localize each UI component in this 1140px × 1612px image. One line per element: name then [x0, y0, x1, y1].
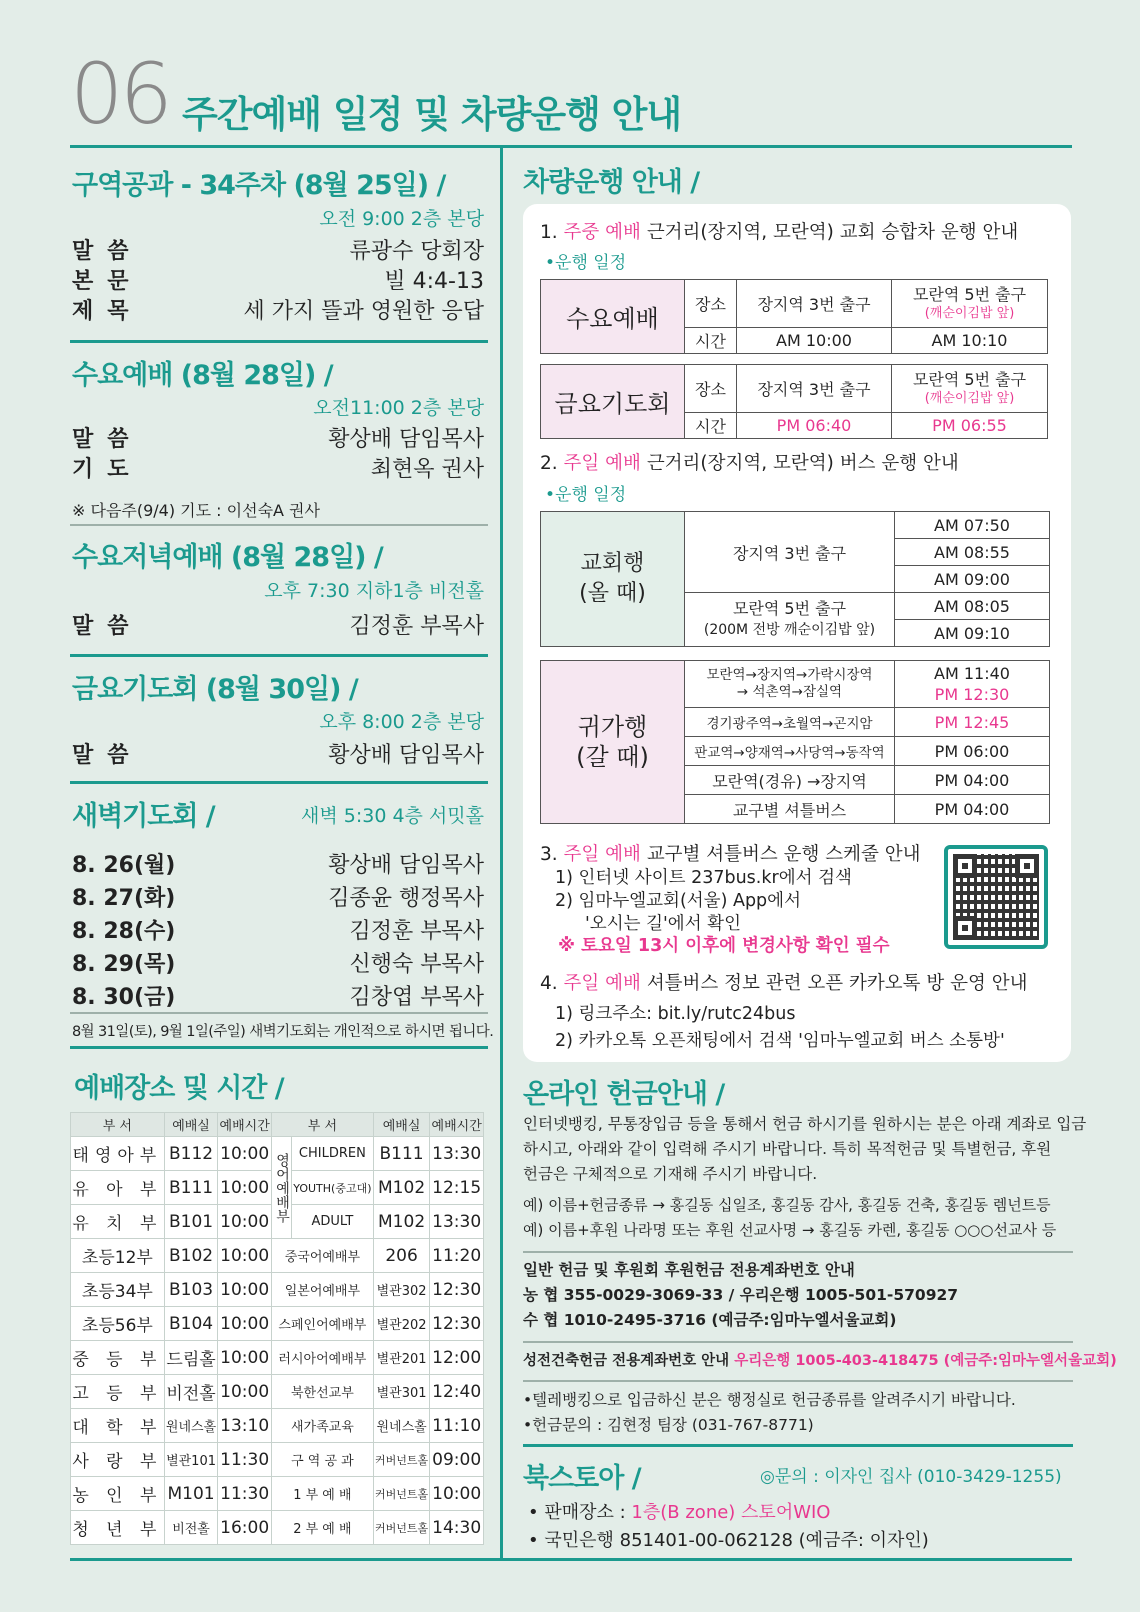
divider: [523, 1341, 1073, 1343]
books-location: • 판매장소 : 1층(B zone) 스토어WIO: [528, 1502, 831, 1523]
offering-contact: •헌금문의 : 김현정 팀장 (031-767-8771): [523, 1416, 814, 1434]
building-fund: 성전건축헌금 전용계좌번호 안내 우리은행 1005-403-418475 (예금주:임마누엘서울교회): [523, 1353, 1117, 1369]
worship-places-table: [70, 1112, 484, 1545]
wed-row: 말씀 황상배 담임목사: [72, 427, 484, 452]
online-desc-2: 하시고, 아래와 같이 입력해 주시기 바랍니다. 특히 목적헌금 및 특별헌금, 후원: [523, 1140, 1052, 1158]
divider: [70, 1046, 488, 1049]
online-desc-1: 인터넷뱅킹, 무통장입금 등을 통해서 헌금 하시기를 원하시는 분은 아래 계좌로 입금: [523, 1115, 1087, 1133]
table-row: 사 랑 부 별관101 11:30 구 역 공 과 커버넌트홀 09:00: [71, 1443, 484, 1477]
bus-link[interactable]: 1) 링크주소: bit.ly/rutc24bus: [555, 1004, 796, 1024]
sched-label-2: •운행 일정: [545, 485, 627, 505]
weekday-wed-table: 수요예배 장소 장지역 3번 출구 모란역 5번 출구 (깨순이김밥 앞) 시간 AM 10:00 AM 10:10: [540, 279, 1048, 354]
section-number: 06: [70, 45, 169, 143]
online-example-1: 예) 이름+헌금종류 → 홍길동 십일조, 홍길동 감사, 홍길동 건축, 홍길동 렘넌트등: [523, 1196, 1051, 1214]
places-title: 예배장소 및 시간 /: [74, 1073, 284, 1104]
wed-row: 기도 최현옥 권사: [72, 457, 484, 482]
divider: [70, 340, 488, 343]
wed-time: 오전11:00 2층 본당: [313, 397, 484, 419]
dawn-row: 8. 27(화) 김종윤 행정목사: [72, 886, 484, 911]
table-header-row: 부 서 예배실 예배시간 부 서 예배실 예배시간: [71, 1113, 484, 1137]
fri-time: 오후 8:00 2층 본당: [319, 711, 484, 733]
bus-item-3-line3: '오시는 길'에서 확인: [585, 914, 741, 934]
table-row: 유 아 부 B111 10:00 YOUTH(중고대) M102 12:15: [71, 1171, 484, 1205]
telebanking-note: •텔레뱅킹으로 입금하신 분은 행정실로 헌금종류를 알려주시기 바랍니다.: [523, 1391, 1016, 1409]
cell-row: 제목 세 가지 뜰과 영원한 응답: [72, 299, 484, 324]
sched-label-1: •운행 일정: [545, 253, 627, 273]
bus-item-3-line2: 2) 임마누엘교회(서울) App에서: [555, 891, 801, 911]
sunday-to-church-table: 교회행 (올 때) 장지역 3번 출구 AM 07:50 AM 08:55 AM 09:00 모란역 5번 출구 (200M 전방 깨순이김밥 앞) AM 08:05 AM 09:10: [540, 511, 1050, 647]
books-account: • 국민은행 851401-00-062128 (예금주: 이자인): [528, 1530, 929, 1551]
divider: [523, 1444, 1073, 1447]
online-desc-3: 헌금은 구체적으로 기재해 주시기 바랍니다.: [523, 1165, 818, 1183]
dawn-title: 새벽기도회 /: [72, 801, 215, 832]
weekday-fri-table: 금요기도회 장소 장지역 3번 출구 모란역 5번 출구 (깨순이김밥 앞) 시간 PM 06:40 PM 06:55: [540, 364, 1048, 439]
dawn-row: 8. 29(목) 신행숙 부목사: [72, 952, 484, 977]
page-title: 주간예배 일정 및 차량운행 안내: [182, 93, 682, 136]
fri-title: 금요기도회 (8월 30일) /: [72, 674, 358, 705]
divider: [70, 1012, 488, 1014]
dawn-row: 8. 30(금) 김창엽 부목사: [72, 985, 484, 1010]
table-row: 태영아부 B112 10:00 영어예배부 CHILDREN B111 13:30: [71, 1137, 484, 1171]
wed-eve-row: 말씀 김정훈 부목사: [72, 614, 484, 639]
table-row: 청 년 부 비전홀 16:00 2 부 예 배 커버넌트홀 14:30: [71, 1511, 484, 1545]
online-example-2: 예) 이름+후원 나라명 또는 후원 선교사명 → 홍길동 카렌, 홍길동 ○○○선교사 등: [523, 1221, 1057, 1239]
dawn-time: 새벽 5:30 4층 서밋홀: [301, 805, 484, 827]
cell-time: 오전 9:00 2층 본당: [319, 208, 484, 230]
books-contact: ◎문의 : 이자인 집사 (010-3429-1255): [760, 1467, 1062, 1487]
table-row: 대 학 부 원네스홀 13:10 새가족교육 원네스홀 11:10: [71, 1409, 484, 1443]
fri-row: 말씀 황상배 담임목사: [72, 743, 484, 768]
table-row: 중 등 부 드림홀 10:00 러시아어예배부 별관201 12:00: [71, 1341, 484, 1375]
dawn-note: 8월 31일(토), 9월 1일(주일) 새벽기도회는 개인적으로 하시면 됩니다.: [72, 1024, 494, 1040]
account-2: 수 협 1010-2495-3716 (예금주:임마누엘서울교회): [523, 1311, 897, 1329]
account-1: 농 협 355-0029-3069-33 / 우리은행 1005-501-570927: [523, 1286, 959, 1304]
cell-title: 구역공과 - 34주차 (8월 25일) /: [72, 170, 446, 201]
cell-row: 말씀 류광수 당회장: [72, 239, 484, 264]
table-row: 초등34부 B103 10:00 일본어예배부 별관302 12:30: [71, 1273, 484, 1307]
divider: [523, 1251, 1073, 1253]
divider: [70, 781, 488, 784]
bus-title: 차량운행 안내 /: [523, 167, 700, 198]
header-rule: [70, 145, 1072, 148]
bus-item-3-line1: 1) 인터넷 사이트 237bus.kr에서 검색: [555, 868, 852, 888]
divider: [70, 524, 488, 526]
table-row: 고 등 부 비전홀 10:00 북한선교부 별관301 12:40: [71, 1375, 484, 1409]
cell-row: 본문 빌 4:4-13: [72, 269, 484, 294]
footer-rule: [70, 1558, 1072, 1561]
wed-eve-title: 수요저녁예배 (8월 28일) /: [72, 542, 383, 573]
dawn-row: 8. 26(월) 황상배 담임목사: [72, 853, 484, 878]
qr-code[interactable]: [944, 845, 1048, 949]
books-title: 북스토아 /: [523, 1463, 641, 1494]
wed-note: ※ 다음주(9/4) 기도 : 이선숙A 권사: [72, 501, 320, 520]
wed-eve-time: 오후 7:30 지하1층 비전홀: [264, 580, 484, 602]
wed-title: 수요예배 (8월 28일) /: [72, 360, 333, 391]
online-title: 온라인 헌금안내 /: [523, 1079, 725, 1110]
bus-kakao-search: 2) 카카오톡 오픈채팅에서 검색 '임마누엘교회 버스 소통방': [555, 1031, 1005, 1051]
divider: [523, 1380, 1073, 1382]
divider: [70, 654, 488, 657]
bus-item-2: 2. 주일 예배 근거리(장지역, 모란역) 버스 운행 안내: [540, 453, 959, 474]
bus-item-3: 3. 주일 예배 교구별 셔틀버스 운행 스케줄 안내: [540, 844, 921, 865]
sunday-home-table: 귀가행 (갈 때) 모란역→장지역→가락시장역 → 석촌역→잠실역 AM 11:40 PM 12:30 경기광주역→초월역→곤지암 PM 12:45 판교역→양재역→사당역→동작역 PM 06:00 모란역(경유) →장지역 PM 04:00 교구별 셔틀버스 PM 04:00: [540, 660, 1050, 824]
account-title: 일반 헌금 및 후원회 후원헌금 전용계좌번호 안내: [523, 1261, 855, 1279]
bus-warning: ※ 토요일 13시 이후에 변경사항 확인 필수: [558, 936, 890, 956]
table-row: 농 인 부 M101 11:30 1 부 예 배 커버넌트홀 10:00: [71, 1477, 484, 1511]
bus-item-1: 1. 주중 예배 근거리(장지역, 모란역) 교회 승합차 운행 안내: [540, 222, 1019, 243]
bus-item-4: 4. 주일 예배 셔틀버스 정보 관련 오픈 카카오톡 방 운영 안내: [540, 973, 1028, 994]
column-divider: [500, 145, 503, 1560]
table-row: 초등12부 B102 10:00 중국어예배부 206 11:20: [71, 1239, 484, 1273]
table-row: 유 치 부 B101 10:00 ADULT M102 13:30: [71, 1205, 484, 1239]
dawn-row: 8. 28(수) 김정훈 부목사: [72, 919, 484, 944]
table-row: 초등56부 B104 10:00 스페인어예배부 별관202 12:30: [71, 1307, 484, 1341]
